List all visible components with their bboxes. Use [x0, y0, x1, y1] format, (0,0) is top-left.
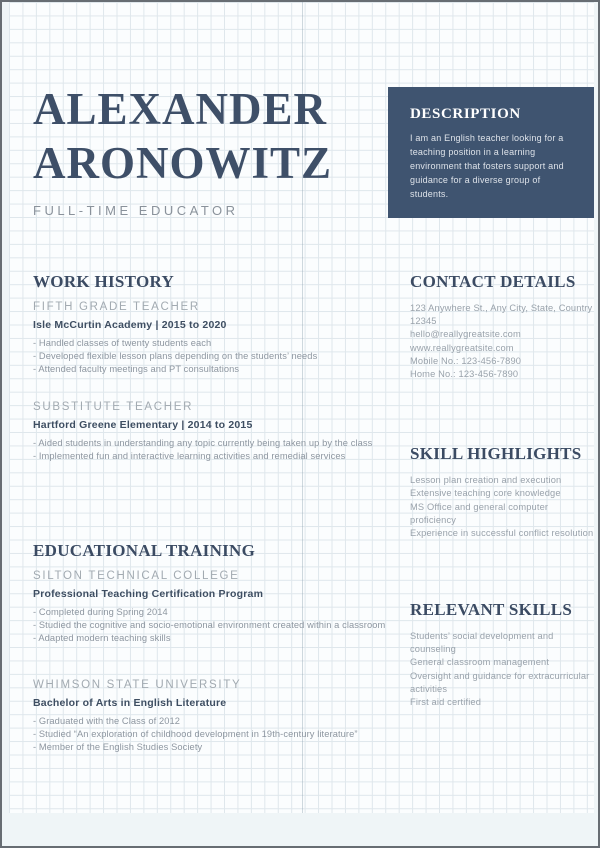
description-body: I am an English teacher looking for a teaching position in a learning environment that fosters support and guidance for a diverse group of students.	[410, 133, 564, 199]
education-entry	[33, 679, 397, 755]
skill-item: General classroom management	[410, 657, 550, 668]
skill-item: Experience in successful conflict resolution	[410, 527, 594, 538]
person-name	[33, 82, 383, 190]
education-bullet: - Studied the cognitive and socio-emotional environment created within a classroom	[33, 620, 386, 631]
job-bullet: - Aided students in understanding any topic currently being taken up by the class	[33, 437, 373, 448]
education-entry	[33, 570, 397, 646]
program-name: Bachelor of Arts in English Literature	[33, 696, 227, 709]
header	[33, 82, 383, 218]
contact-address: 123 Anywhere St., Any City, State, Country 12345	[410, 303, 593, 327]
name-line-2: ARONOWITZ	[33, 138, 333, 188]
job-entry	[33, 301, 397, 377]
job-title: FULL-TIME EDUCATOR	[33, 203, 239, 218]
education-bullet: - Graduated with the Class of 2012	[33, 715, 181, 726]
skill-highlights-heading: SKILL HIGHLIGHTS	[410, 444, 582, 464]
job-bullet: - Implemented fun and interactive learning activities and remedial services	[33, 450, 346, 461]
skill-item: Extensive teaching core knowledge	[410, 488, 561, 499]
education-bullet: - Adapted modern teaching skills	[33, 633, 171, 644]
contact-home: Home No.: 123-456-7890	[410, 368, 519, 379]
skill-item: Lesson plan creation and execution	[410, 475, 562, 486]
contact-list	[410, 302, 596, 381]
skill-item: Students’ social development and counseling	[410, 631, 554, 655]
job-entry	[33, 401, 397, 463]
education-heading: EDUCATIONAL TRAINING	[33, 540, 256, 560]
left-column	[33, 272, 397, 754]
program-name: Professional Teaching Certification Program	[33, 587, 264, 600]
right-column	[410, 272, 596, 709]
job-org-dates: Hartford Greene Elementary | 2014 to 2015	[33, 418, 253, 431]
education-bullet: - Studied “An exploration of childhood development in 19th-century literature”	[33, 728, 358, 739]
contact-mobile: Mobile No.: 123-456-7890	[410, 355, 522, 366]
job-org-dates: Isle McCurtin Academy | 2015 to 2020	[33, 319, 227, 331]
job-role: FIFTH GRADE TEACHER	[33, 301, 200, 313]
relevant-skills-list	[410, 630, 596, 709]
job-bullet: - Developed flexible lesson plans depending on the students’ needs	[33, 351, 318, 362]
contact-heading: CONTACT DETAILS	[410, 272, 576, 291]
skill-item: Oversight and guidance for extracurricular activities	[410, 670, 590, 694]
job-bullet: - Handled classes of twenty students each	[33, 338, 212, 348]
work-history-heading: WORK HISTORY	[33, 272, 175, 291]
education-bullet: - Member of the English Studies Society	[33, 741, 203, 752]
relevant-skills-heading: RELEVANT SKILLS	[410, 600, 573, 620]
school-name: WHIMSON STATE UNIVERSITY	[33, 678, 242, 691]
contact-website: www.reallygreatsite.com	[410, 342, 514, 353]
education-bullet: - Completed during Spring 2014	[33, 606, 168, 617]
school-name: SILTON TECHNICAL COLLEGE	[33, 569, 240, 582]
contact-email: hello@reallygreatsite.com	[410, 329, 521, 340]
skill-item: First aid certified	[410, 697, 482, 707]
name-line-1: ALEXANDER	[33, 84, 328, 134]
job-role: SUBSTITUTE TEACHER	[33, 400, 194, 413]
description-box	[388, 87, 594, 218]
job-bullet: - Attended faculty meetings and PT consultations	[33, 364, 240, 375]
skill-item: MS Office and general computer proficiency	[410, 501, 549, 525]
skill-highlights-list	[410, 474, 596, 540]
description-heading: DESCRIPTION	[410, 106, 521, 122]
